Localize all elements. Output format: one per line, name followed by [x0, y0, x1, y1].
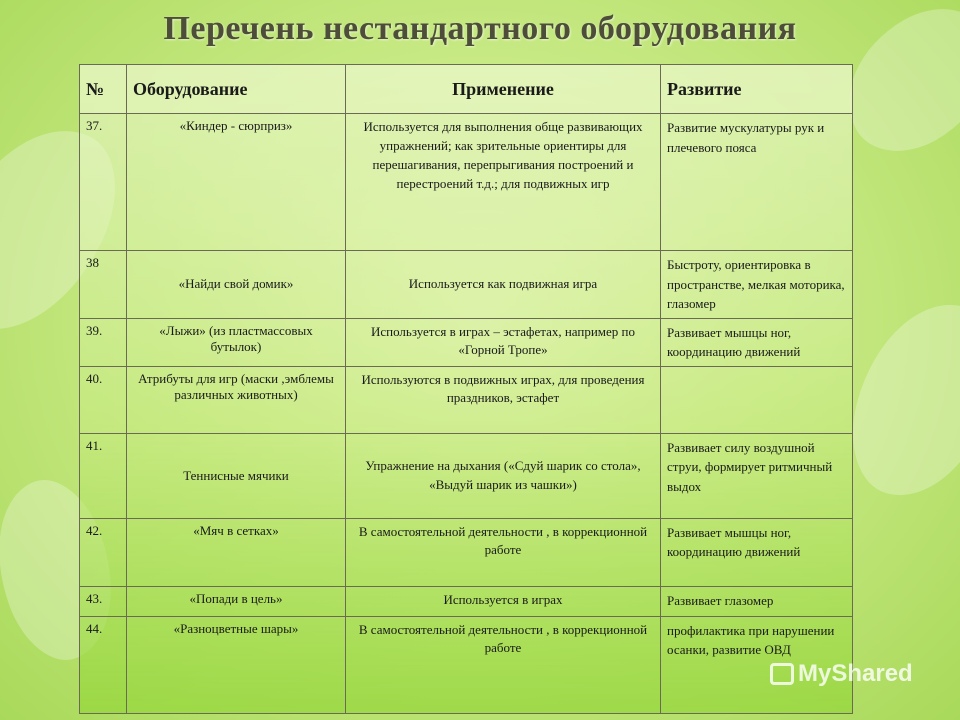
table-row — [80, 586, 853, 616]
table-row — [80, 366, 853, 433]
row-equipment: «Найди свой домик» — [127, 251, 346, 319]
row-application: Используются в подвижных играх, для проведения праздников, эстафет — [346, 366, 661, 433]
table-row — [80, 251, 853, 319]
row-equipment: «Киндер - сюрприз» — [127, 114, 346, 251]
table-row — [80, 318, 853, 366]
header-development: Развитие — [661, 65, 853, 114]
row-equipment: «Лыжи» (из пластмассовых бутылок) — [127, 318, 346, 366]
row-application: Используется для выполнения обще развивающих упражнений; как зрительные ориентиры для перешагивания, перепрыгивания построений и перестроений т.д.; для подвижных игр — [346, 114, 661, 251]
row-development: Развивает мышцы ног, координацию движений — [661, 518, 853, 586]
table-header-row — [80, 65, 853, 114]
watermark-logo-icon — [770, 663, 794, 685]
row-development: профилактика при нарушении осанки, развитие ОВД — [661, 616, 853, 714]
row-number: 37. — [80, 114, 127, 251]
decor-leaf — [836, 287, 960, 514]
row-application: Используется в играх — [346, 586, 661, 616]
row-equipment: Теннисные мячики — [127, 433, 346, 518]
row-number: 42. — [80, 518, 127, 586]
row-equipment: «Мяч в сетках» — [127, 518, 346, 586]
row-application: В самостоятельной деятельности , в коррекционной работе — [346, 616, 661, 714]
row-number: 41. — [80, 433, 127, 518]
watermark-text: MyShared — [798, 660, 913, 687]
row-number: 39. — [80, 318, 127, 366]
row-equipment: «Попади в цель» — [127, 586, 346, 616]
row-number: 44. — [80, 616, 127, 714]
row-application: В самостоятельной деятельности , в коррекционной работе — [346, 518, 661, 586]
equipment-table — [79, 64, 853, 714]
row-development: Быстроту, ориентировка в пространстве, мелкая моторика, глазомер — [661, 251, 853, 319]
row-number: 43. — [80, 586, 127, 616]
header-equipment: Оборудование — [127, 65, 346, 114]
row-application: Упражнение на дыхания («Сдуй шарик со стола», «Выдуй шарик из чашки») — [346, 433, 661, 518]
row-development: Развивает глазомер — [661, 586, 853, 616]
row-development: Развивает мышцы ног, координацию движений — [661, 318, 853, 366]
table-row — [80, 518, 853, 586]
row-development: Развитие мускулатуры рук и плечевого пояса — [661, 114, 853, 251]
table-row — [80, 433, 853, 518]
header-application: Применение — [346, 65, 661, 114]
row-equipment: Атрибуты для игр (маски ,эмблемы различных животных) — [127, 366, 346, 433]
row-development — [661, 366, 853, 433]
row-application: Используется в играх – эстафетах, например по «Горной Тропе» — [346, 318, 661, 366]
row-application: Используется как подвижная игра — [346, 251, 661, 319]
row-number: 40. — [80, 366, 127, 433]
header-number: № — [80, 65, 127, 114]
row-equipment: «Разноцветные шары» — [127, 616, 346, 714]
table-row — [80, 114, 853, 251]
table-row — [80, 616, 853, 714]
row-development: Развивает силу воздушной струи, формирует ритмичный выдох — [661, 433, 853, 518]
page-title: Перечень нестандартного оборудования — [163, 10, 797, 47]
watermark — [770, 660, 913, 688]
row-number: 38 — [80, 251, 127, 319]
